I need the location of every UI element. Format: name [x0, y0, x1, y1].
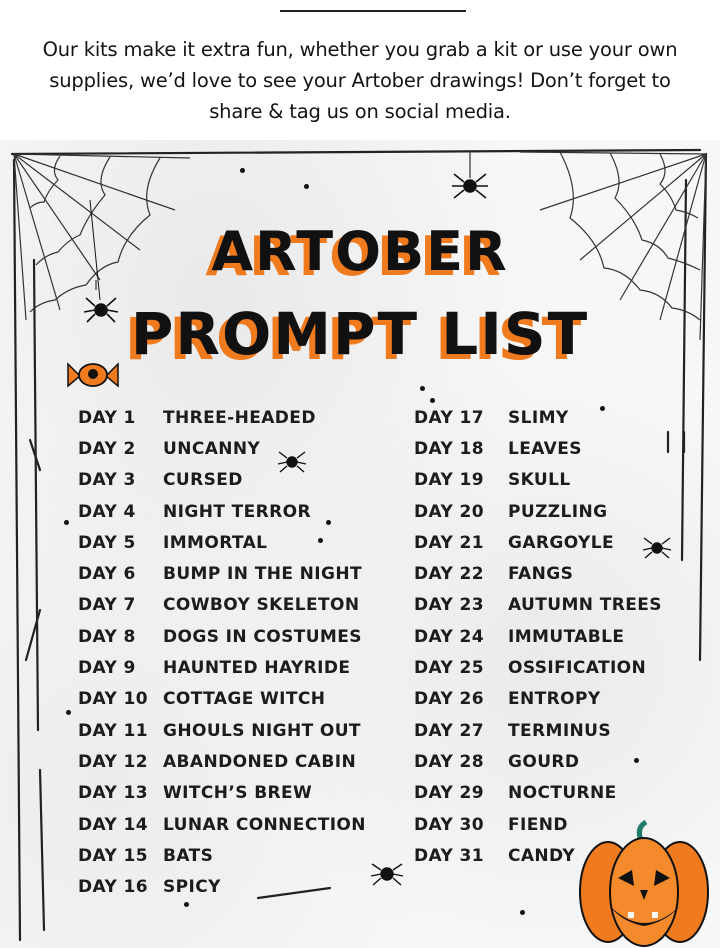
day-label: DAY 27 [414, 720, 484, 741]
day-label: DAY 14 [78, 814, 148, 835]
day-label: DAY 15 [78, 845, 148, 866]
list-item [78, 778, 366, 809]
list-item [78, 496, 366, 527]
divider [280, 10, 466, 12]
list-item [78, 684, 366, 715]
list-item [414, 402, 662, 433]
prompt-label: AUTUMN TREES [508, 595, 662, 616]
prompt-label: GOURD [508, 751, 580, 772]
day-label: DAY 24 [414, 626, 484, 647]
day-label: DAY 13 [78, 783, 148, 804]
list-item [78, 590, 366, 621]
prompt-label: LUNAR CONNECTION [163, 814, 366, 835]
intro-text: Our kits make it extra fun, whether you grab a kit or use your own supplies, we’d love to see your Artober drawings! Don’t forget to share & tag us on social media. [42, 38, 678, 123]
prompt-label: PUZZLING [508, 501, 608, 522]
prompt-label: GARGOYLE [508, 532, 614, 553]
day-label: DAY 28 [414, 751, 484, 772]
list-item [414, 590, 662, 621]
decor-dot [66, 710, 71, 715]
day-label: DAY 26 [414, 689, 484, 710]
list-item [414, 715, 662, 746]
list-item [78, 621, 366, 652]
prompt-label: WITCH’S BREW [163, 783, 313, 804]
list-item [78, 402, 366, 433]
prompt-label: COWBOY SKELETON [163, 595, 360, 616]
prompt-label: DOGS IN COSTUMES [163, 626, 362, 647]
day-label: DAY 4 [78, 501, 136, 522]
day-label: DAY 16 [78, 877, 148, 898]
decor-dot [420, 386, 425, 391]
list-item [414, 433, 662, 464]
prompt-label: TERMINUS [508, 720, 612, 741]
day-label: DAY 10 [78, 689, 148, 710]
day-label: DAY 8 [78, 626, 136, 647]
prompt-column-right [414, 402, 662, 871]
list-item [78, 652, 366, 683]
prompt-label: GHOULS NIGHT OUT [163, 720, 361, 741]
prompt-label: COTTAGE WITCH [163, 689, 326, 710]
day-label: DAY 30 [414, 814, 484, 835]
list-item [78, 746, 366, 777]
decor-dot [520, 910, 525, 915]
day-label: DAY 20 [414, 501, 484, 522]
decor-dot [184, 902, 189, 907]
list-item [78, 558, 366, 589]
prompt-label: SPICY [163, 877, 221, 898]
day-label: DAY 2 [78, 438, 136, 459]
list-item [414, 840, 662, 871]
day-label: DAY 31 [414, 845, 484, 866]
prompt-label: THREE-HEADED [163, 407, 316, 428]
list-item [78, 433, 366, 464]
decor-dot [240, 168, 245, 173]
list-item [414, 496, 662, 527]
prompt-list-poster [0, 140, 720, 948]
list-item [78, 871, 366, 902]
prompt-label: NOCTURNE [508, 783, 617, 804]
prompt-label: ABANDONED CABIN [163, 751, 357, 772]
day-label: DAY 1 [78, 407, 136, 428]
prompt-label: LEAVES [508, 438, 582, 459]
day-label: DAY 29 [414, 783, 484, 804]
list-item [414, 465, 662, 496]
day-label: DAY 21 [414, 532, 484, 553]
day-label: DAY 9 [78, 658, 136, 679]
day-label: DAY 17 [414, 407, 484, 428]
list-item [78, 465, 366, 496]
day-label: DAY 7 [78, 595, 136, 616]
day-label: DAY 23 [414, 595, 484, 616]
prompt-label: IMMORTAL [163, 532, 268, 553]
day-label: DAY 6 [78, 564, 136, 585]
day-label: DAY 22 [414, 564, 484, 585]
day-label: DAY 11 [78, 720, 148, 741]
list-item [78, 840, 366, 871]
decor-dot [64, 520, 69, 525]
decor-dot [304, 184, 309, 189]
day-label: DAY 19 [414, 470, 484, 491]
list-item [414, 778, 662, 809]
prompt-label: CANDY [508, 845, 576, 866]
list-item [414, 746, 662, 777]
prompt-label: BATS [163, 845, 214, 866]
poster-title-line1: ARTOBER [211, 220, 509, 283]
day-label: DAY 5 [78, 532, 136, 553]
list-item [78, 715, 366, 746]
prompt-label: BUMP IN THE NIGHT [163, 564, 363, 585]
prompt-label: ENTROPY [508, 689, 601, 710]
prompt-label: FANGS [508, 564, 574, 585]
list-item [414, 652, 662, 683]
prompt-label: FIEND [508, 814, 568, 835]
day-label: DAY 25 [414, 658, 484, 679]
prompt-label: SKULL [508, 470, 571, 491]
list-item [414, 527, 662, 558]
list-item [78, 527, 366, 558]
list-item [414, 684, 662, 715]
poster-title-line2: PROMPT LIST [130, 300, 590, 368]
day-label: DAY 18 [414, 438, 484, 459]
list-item [414, 558, 662, 589]
prompt-label: NIGHT TERROR [163, 501, 311, 522]
intro-section [0, 0, 720, 140]
list-item [414, 809, 662, 840]
prompt-label: OSSIFICATION [508, 658, 647, 679]
spider-icon [371, 864, 403, 885]
prompt-label: SLIMY [508, 407, 569, 428]
prompt-column-left [78, 402, 366, 903]
prompt-label: CURSED [163, 470, 243, 491]
day-label: DAY 12 [78, 751, 148, 772]
prompt-label: HAUNTED HAYRIDE [163, 658, 351, 679]
prompt-label: UNCANNY [163, 438, 261, 459]
day-label: DAY 3 [78, 470, 136, 491]
prompt-label: IMMUTABLE [508, 626, 625, 647]
list-item [414, 621, 662, 652]
list-item [78, 809, 366, 840]
